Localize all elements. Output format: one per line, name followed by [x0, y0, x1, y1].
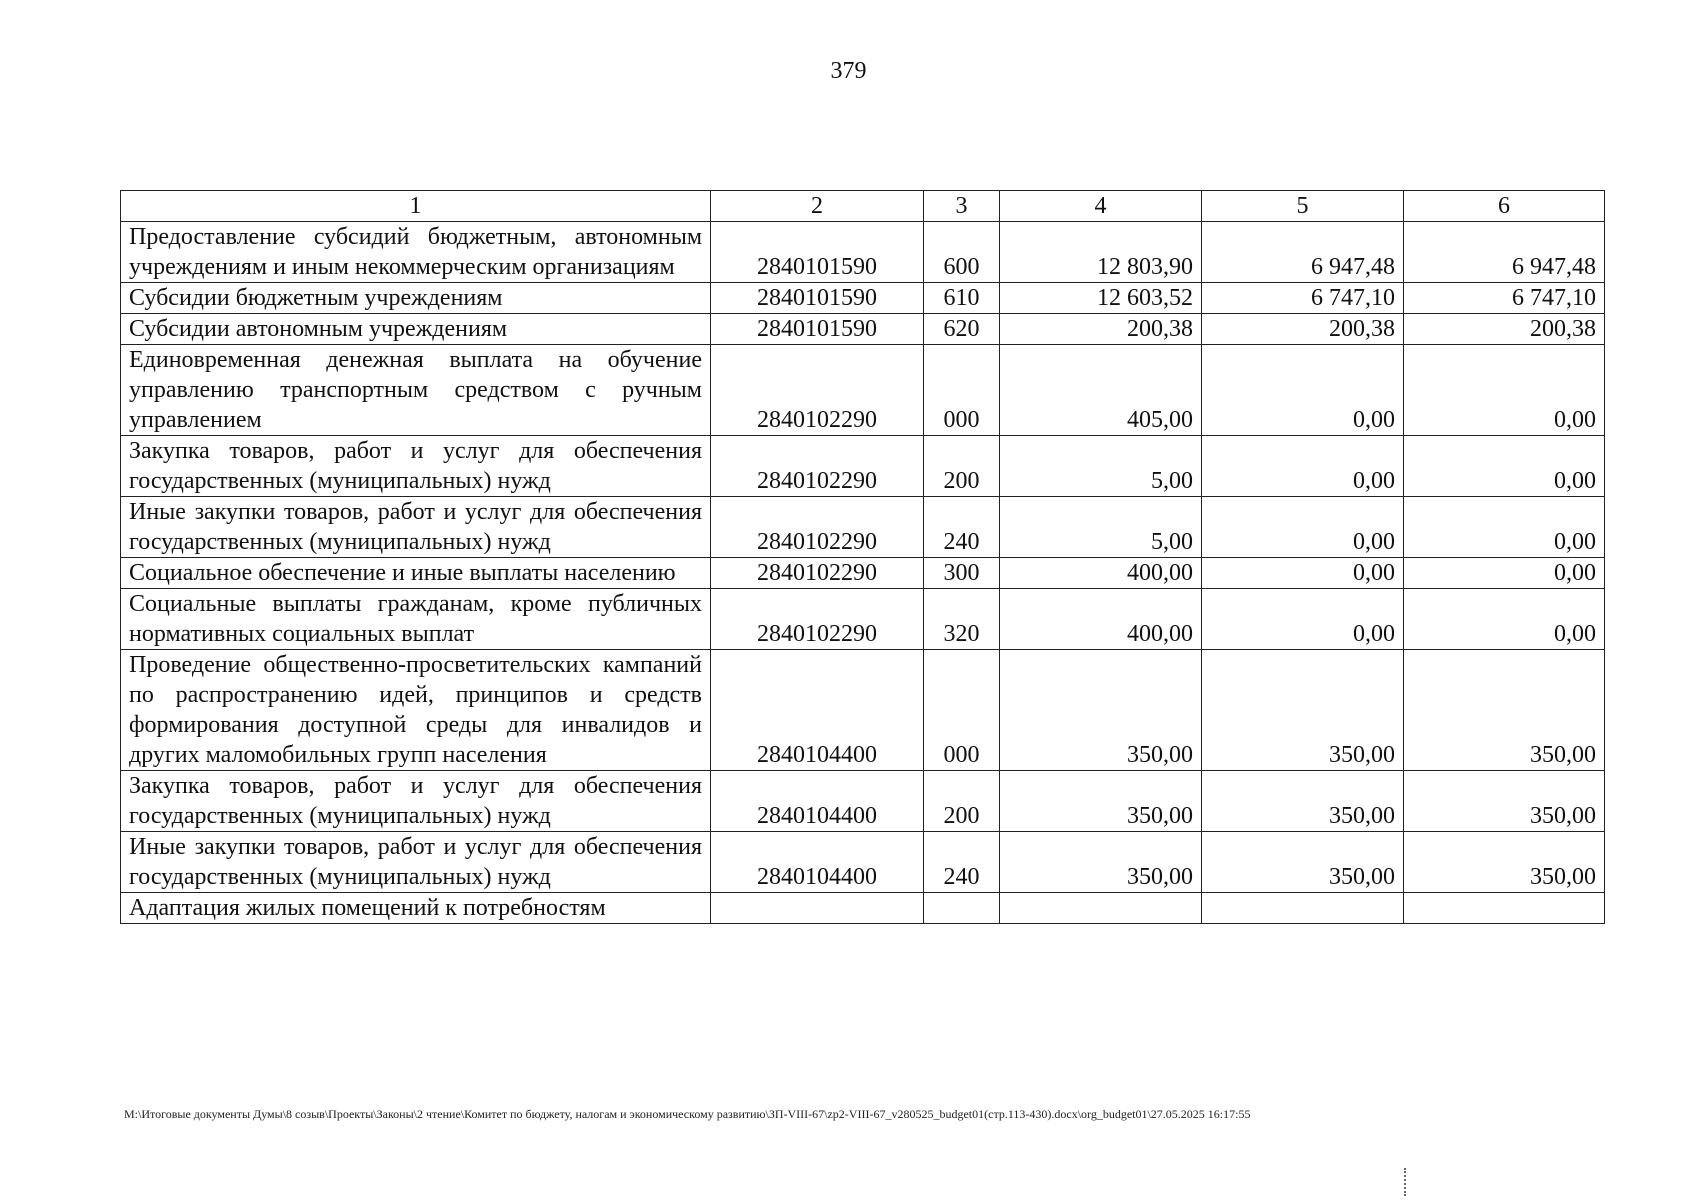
row-name-cell: Предоставление субсидий бюджетным, автономным учреждениям и иным некоммерческим организациям: [121, 222, 711, 283]
target-article-cell: 2840102290: [711, 589, 924, 650]
amount-cell: 0,00: [1202, 497, 1404, 558]
target-article-cell: 2840102290: [711, 345, 924, 436]
amount-cell: 400,00: [1000, 589, 1202, 650]
table-row: [121, 345, 1605, 436]
amount-cell: 200,38: [1000, 314, 1202, 345]
column-header: 6: [1404, 191, 1605, 222]
row-name-cell: Социальное обеспечение и иные выплаты населению: [121, 558, 711, 589]
expense-type-cell: 240: [924, 832, 1000, 893]
document-file-path: M:\Итоговые документы Думы\8 созыв\Проекты\Законы\2 чтение\Комитет по бюджету, налогам и экономическому развитию\ЗП-VIII-67\zp2-VIII-67_v280525_budget01(стр.113-430).docx\org_budget01\27.05.2025 16:17:55: [124, 1107, 1251, 1121]
expense-type-cell: 300: [924, 558, 1000, 589]
amount-cell: 6 747,10: [1404, 283, 1605, 314]
amount-cell: 0,00: [1404, 345, 1605, 436]
amount-cell: 0,00: [1202, 436, 1404, 497]
amount-cell: 6 747,10: [1202, 283, 1404, 314]
amount-cell: 350,00: [1202, 832, 1404, 893]
amount-cell: 200,38: [1202, 314, 1404, 345]
column-header: 2: [711, 191, 924, 222]
amount-cell: 0,00: [1202, 345, 1404, 436]
target-article-cell: 2840102290: [711, 436, 924, 497]
column-header: 1: [121, 191, 711, 222]
target-article-cell: 2840104400: [711, 771, 924, 832]
column-header: 3: [924, 191, 1000, 222]
amount-cell: 0,00: [1404, 497, 1605, 558]
expense-type-cell: 200: [924, 771, 1000, 832]
table-row: [121, 832, 1605, 893]
page-number: 379: [830, 58, 867, 84]
table-row: [121, 222, 1605, 283]
expense-type-cell: 200: [924, 436, 1000, 497]
target-article-cell: 2840104400: [711, 650, 924, 771]
amount-cell: 12 803,90: [1000, 222, 1202, 283]
amount-cell: 200,38: [1404, 314, 1605, 345]
expense-type-cell: 320: [924, 589, 1000, 650]
row-name-cell: Закупка товаров, работ и услуг для обеспечения государственных (муниципальных) нужд: [121, 771, 711, 832]
row-name-cell: Социальные выплаты гражданам, кроме публичных нормативных социальных выплат: [121, 589, 711, 650]
amount-cell: 6 947,48: [1202, 222, 1404, 283]
budget-table: [120, 190, 1605, 924]
amount-cell: 350,00: [1000, 650, 1202, 771]
row-name-cell: Иные закупки товаров, работ и услуг для обеспечения государственных (муниципальных) нужд: [121, 497, 711, 558]
expense-type-cell: 240: [924, 497, 1000, 558]
amount-cell: 5,00: [1000, 497, 1202, 558]
table-row: [121, 497, 1605, 558]
amount-cell: 350,00: [1404, 832, 1605, 893]
expense-type-cell: 610: [924, 283, 1000, 314]
table-row: [121, 650, 1605, 771]
amount-cell: [1202, 893, 1404, 924]
row-name-cell: Проведение общественно-просветительских кампаний по распространению идей, принципов и средств формирования доступной среды для инвалидов и других маломобильных групп населения: [121, 650, 711, 771]
amount-cell: 0,00: [1202, 558, 1404, 589]
table-header-row: [121, 191, 1605, 222]
expense-type-cell: 000: [924, 650, 1000, 771]
amount-cell: [1404, 893, 1605, 924]
column-header: 4: [1000, 191, 1202, 222]
row-name-cell: Адаптация жилых помещений к потребностям: [121, 893, 711, 924]
amount-cell: 350,00: [1202, 771, 1404, 832]
target-article-cell: [711, 893, 924, 924]
amount-cell: 350,00: [1000, 771, 1202, 832]
target-article-cell: 2840101590: [711, 222, 924, 283]
amount-cell: 350,00: [1404, 771, 1605, 832]
table-row: [121, 893, 1605, 924]
amount-cell: 350,00: [1202, 650, 1404, 771]
amount-cell: 350,00: [1404, 650, 1605, 771]
row-name-cell: Закупка товаров, работ и услуг для обеспечения государственных (муниципальных) нужд: [121, 436, 711, 497]
amount-cell: 405,00: [1000, 345, 1202, 436]
column-header: 5: [1202, 191, 1404, 222]
amount-cell: [1000, 893, 1202, 924]
table-row: [121, 314, 1605, 345]
table-row: [121, 283, 1605, 314]
row-name-cell: Единовременная денежная выплата на обучение управлению транспортным средством с ручным управлением: [121, 345, 711, 436]
target-article-cell: 2840101590: [711, 283, 924, 314]
row-name-cell: Субсидии бюджетным учреждениям: [121, 283, 711, 314]
target-article-cell: 2840102290: [711, 497, 924, 558]
target-article-cell: 2840101590: [711, 314, 924, 345]
expense-type-cell: 600: [924, 222, 1000, 283]
amount-cell: 0,00: [1404, 589, 1605, 650]
amount-cell: 0,00: [1404, 558, 1605, 589]
target-article-cell: 2840104400: [711, 832, 924, 893]
amount-cell: 400,00: [1000, 558, 1202, 589]
table-row: [121, 771, 1605, 832]
table-row: [121, 558, 1605, 589]
amount-cell: 12 603,52: [1000, 283, 1202, 314]
expense-type-cell: [924, 893, 1000, 924]
row-name-cell: Иные закупки товаров, работ и услуг для обеспечения государственных (муниципальных) нужд: [121, 832, 711, 893]
row-name-cell: Субсидии автономным учреждениям: [121, 314, 711, 345]
table-row: [121, 436, 1605, 497]
expense-type-cell: 620: [924, 314, 1000, 345]
amount-cell: 6 947,48: [1404, 222, 1605, 283]
amount-cell: 0,00: [1202, 589, 1404, 650]
margin-dotted-mark: [1404, 1168, 1409, 1196]
amount-cell: 0,00: [1404, 436, 1605, 497]
amount-cell: 5,00: [1000, 436, 1202, 497]
table-row: [121, 589, 1605, 650]
expense-type-cell: 000: [924, 345, 1000, 436]
target-article-cell: 2840102290: [711, 558, 924, 589]
amount-cell: 350,00: [1000, 832, 1202, 893]
